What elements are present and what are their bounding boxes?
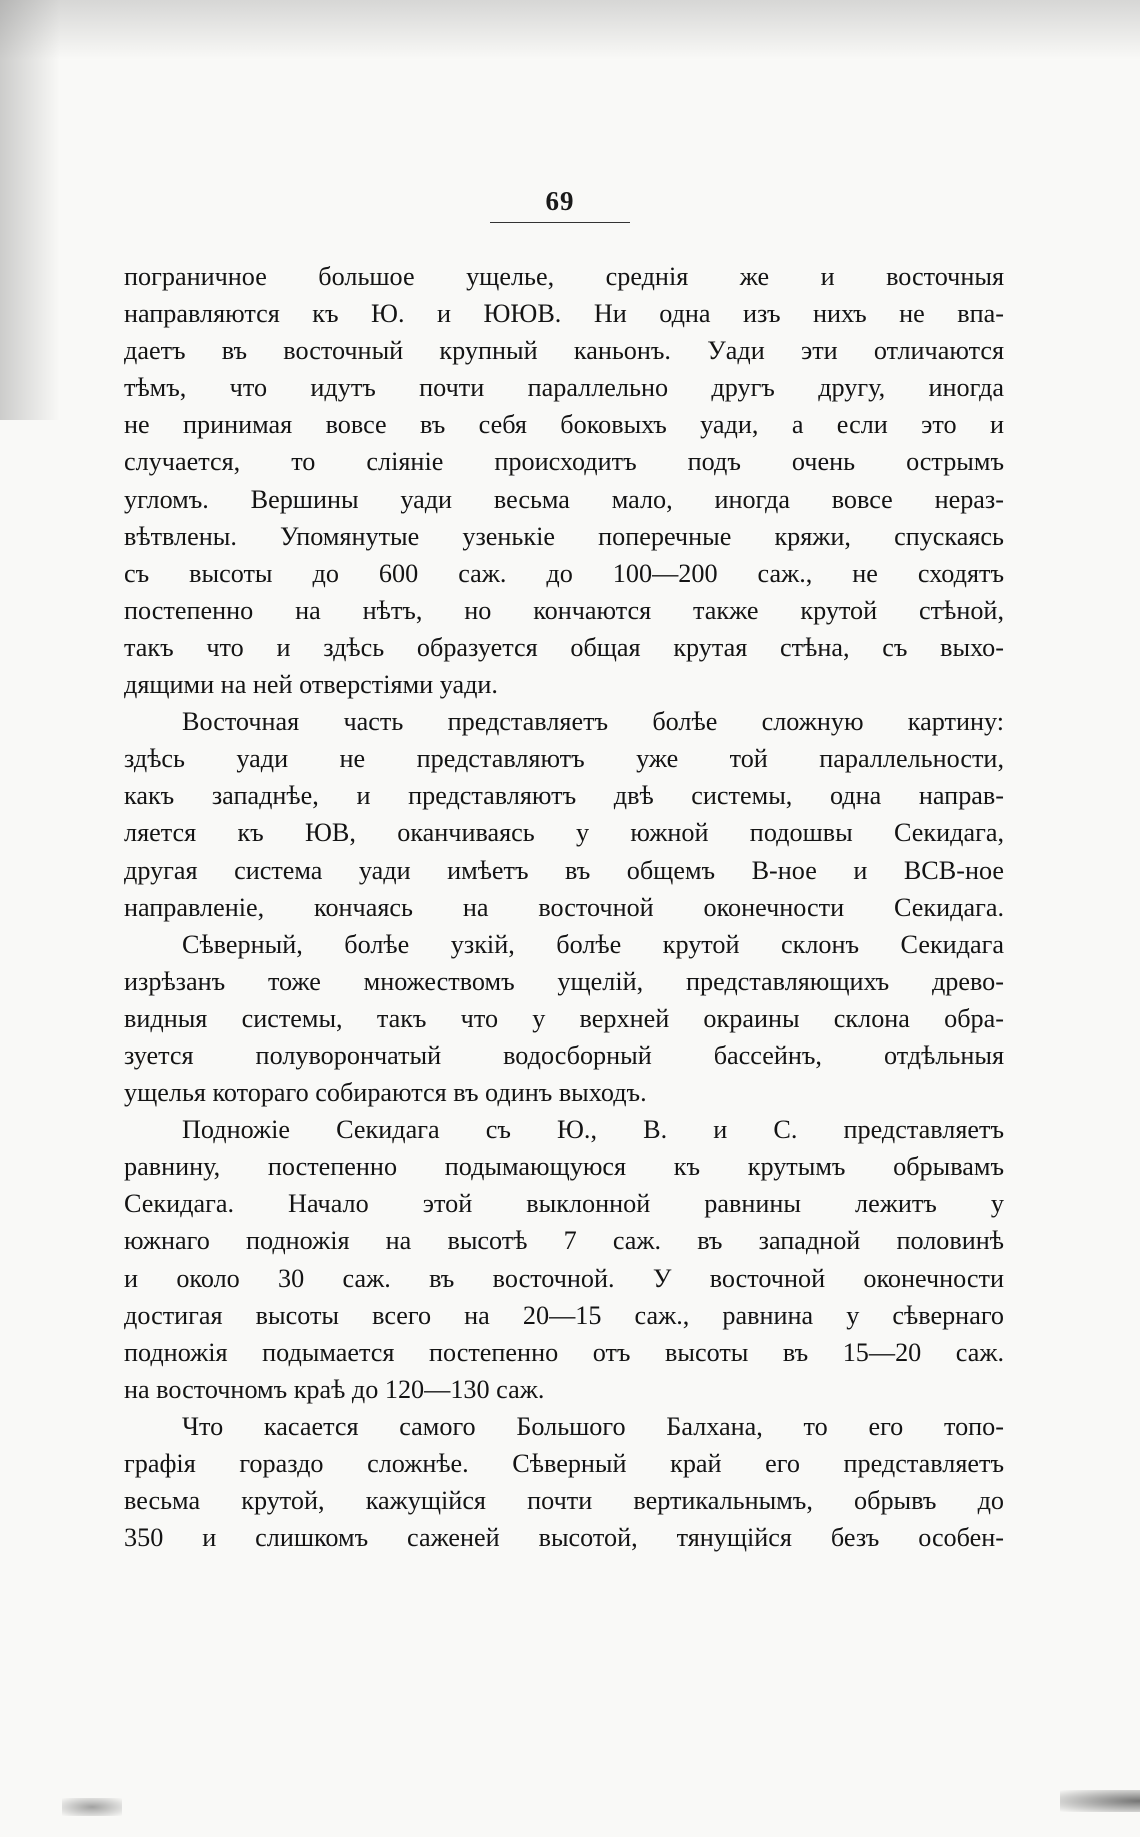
text-line: направляются къ Ю. и ЮЮВ. Ни одна изъ нихъ не впа- [124, 299, 1004, 329]
scan-smudge-bottom-right [1060, 1790, 1140, 1812]
body-text [124, 258, 1004, 1556]
text-line: Секидага. Начало этой выклонной равнины лежитъ у [124, 1189, 1004, 1219]
text-line: Сѣверный, болѣе узкій, болѣе крутой склонъ Секидага [182, 929, 1004, 959]
text-line: графія гораздо сложнѣе. Сѣверный край его представляетъ [124, 1449, 1004, 1478]
text-line: какъ западнѣе, и представляютъ двѣ системы, одна направ- [124, 781, 1004, 811]
text-line: весьма крутой, кажущійся почти вертикальнымъ, обрывъ до [124, 1486, 1004, 1516]
text-line: Подножіе Секидага съ Ю., В. и С. представляетъ [182, 1115, 1004, 1145]
text-line: южнаго подножія на высотѣ 7 саж. въ западной половинѣ [124, 1226, 1004, 1256]
text-line: дящими на ней отверстіями уади. [124, 670, 498, 700]
text-line: ущелья котораго собираются въ одинъ выходъ. [124, 1078, 647, 1108]
text-line: видныя системы, такъ что у верхней окраины склона обра- [124, 1003, 1004, 1033]
text-line: направленіе, кончаясь на восточной оконечности Секидага. [124, 892, 1004, 922]
text-line: Восточная часть представляетъ болѣе сложную картину: [182, 707, 1004, 737]
text-line: Что касается самого Большого Балхана, то его топо- [182, 1411, 1004, 1441]
text-line: зуется полуворончатый водосборный бассейнъ, отдѣльныя [124, 1040, 1004, 1070]
text-line: равнину, постепенно подымающуюся къ крутымъ обрывамъ [124, 1152, 1004, 1182]
page-number: 69 [545, 186, 575, 216]
text-line: не принимая вовсе въ себя боковыхъ уади, а если это и [124, 410, 1004, 440]
text-line: такъ что и здѣсь образуется общая крутая стѣна, съ выхо- [124, 632, 1004, 662]
text-line: достигая высоты всего на 20—15 саж., равнина у сѣвернаго [124, 1300, 1004, 1330]
text-line: тѣмъ, что идутъ почти параллельно другъ другу, иногда [124, 373, 1004, 403]
text-line: вѣтвлены. Упомянутые узенькіе поперечные кряжи, спускаясь [124, 521, 1004, 551]
text-line: ляется къ ЮВ, оканчиваясь у южной подошвы Секидага, [124, 818, 1004, 848]
text-line: подножія подымается постепенно отъ высоты въ 15—20 саж. [124, 1337, 1004, 1367]
text-line: 350 и слишкомъ саженей высотой, тянущійся безъ особен- [124, 1523, 1004, 1553]
scan-smudge-bottom-left [62, 1798, 122, 1816]
text-line: на восточномъ краѣ до 120—130 саж. [124, 1374, 545, 1404]
text-line: другая система уади имѣетъ въ общемъ В-ное и ВСВ-ное [124, 855, 1004, 885]
text-line: даетъ въ восточный крупный каньонъ. Уади эти отличаются [124, 336, 1004, 366]
text-line: угломъ. Вершины уади весьма мало, иногда вовсе нераз- [124, 484, 1004, 514]
page-number-rule [490, 222, 630, 223]
text-line: съ высоты до 600 саж. до 100—200 саж., не сходятъ [124, 558, 1004, 588]
scan-shadow-left [0, 0, 60, 420]
text-line: случается, то сліяніе происходитъ подъ очень острымъ [124, 447, 1004, 477]
text-line: постепенно на нѣтъ, но кончаются также крутой стѣной, [124, 595, 1004, 625]
text-line: изрѣзанъ тоже множествомъ ущелій, представляющихъ древо- [124, 966, 1004, 996]
text-line: и около 30 саж. въ восточной. У восточной оконечности [124, 1263, 1004, 1293]
scan-shadow-top [0, 0, 1140, 60]
text-line: здѣсь уади не представляютъ уже той параллельности, [124, 744, 1004, 774]
text-line: пограничное большое ущелье, среднія же и восточныя [124, 262, 1004, 291]
